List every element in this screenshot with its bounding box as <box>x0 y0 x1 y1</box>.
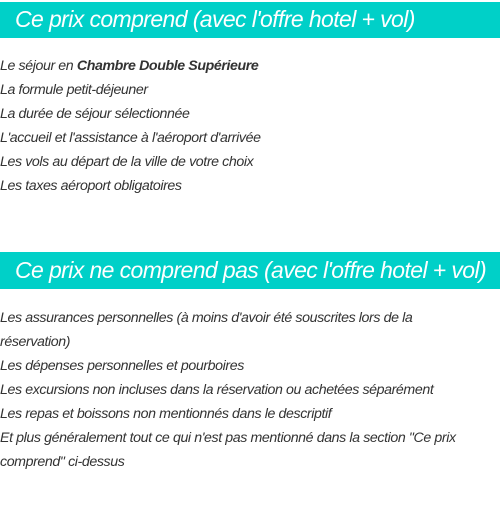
excluded-list <box>0 306 500 474</box>
included-section <box>0 2 500 198</box>
list-item: Les dépenses personnelles et pourboires <box>0 358 244 374</box>
list-item: La durée de séjour sélectionnée <box>0 106 190 122</box>
included-list <box>0 54 500 198</box>
excluded-section <box>0 252 500 474</box>
list-item: La formule petit-déjeuner <box>0 82 148 98</box>
list-item: Les vols au départ de la ville de votre choix <box>0 154 254 170</box>
list-item <box>0 54 500 78</box>
list-item: Les repas et boissons non mentionnés dans le descriptif <box>0 406 332 422</box>
list-item: Les taxes aéroport obligatoires <box>0 178 182 194</box>
list-item: Les excursions non incluses dans la réservation ou achetées séparément <box>0 382 434 398</box>
included-title: Ce prix comprend (avec l'offre hotel + vol) <box>0 2 500 38</box>
stay-prefix: Le séjour en <box>0 58 77 74</box>
stay-room-type: Chambre Double Supérieure <box>76 58 259 74</box>
list-item: Et plus généralement tout ce qui n'est pas mentionné dans la section "Ce prix comprend" ci-dessus <box>0 430 456 470</box>
list-item: Les assurances personnelles (à moins d'avoir été souscrites lors de la réservation) <box>0 310 413 350</box>
excluded-title: Ce prix ne comprend pas (avec l'offre hotel + vol) <box>0 252 500 289</box>
list-item: L'accueil et l'assistance à l'aéroport d'arrivée <box>0 130 261 146</box>
